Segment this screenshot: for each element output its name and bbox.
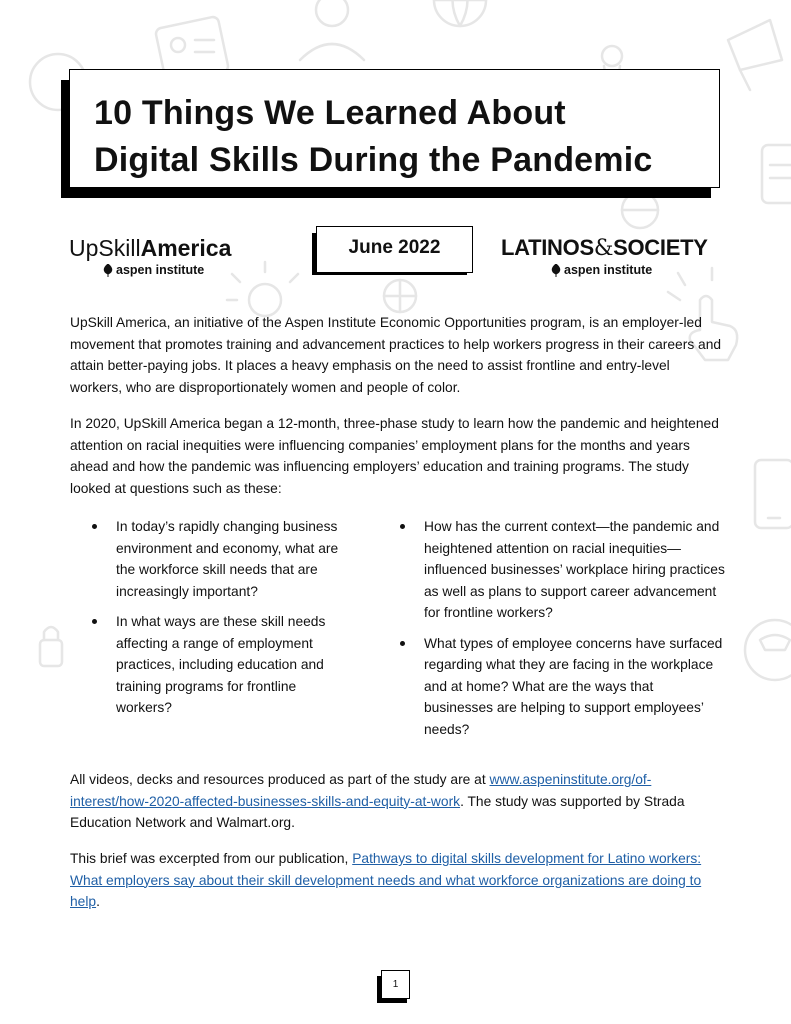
study-resources-link[interactable]: www.aspeninstitute.org/of-interest/how-2020-affected-businesses-skills-and-equity-at-work: [70, 772, 652, 809]
aspen-leaf-icon: [103, 264, 113, 277]
title-line-1: 10 Things We Learned About: [94, 94, 566, 132]
latinos-society-wordmark: LATINOS&SOCIETY: [501, 235, 708, 261]
bullet-icon: [92, 619, 97, 624]
page-title: [94, 90, 652, 184]
upskill-wordmark: UpSkillAmerica: [69, 235, 232, 261]
aspen-institute-tagline: aspen institute: [103, 263, 269, 277]
aspen-institute-tagline-2: aspen institute: [551, 263, 723, 277]
aspen-leaf-icon-2: [551, 264, 561, 277]
bullet-icon: [400, 641, 405, 646]
date-badge: June 2022: [316, 226, 473, 273]
intro-paragraph: UpSkill America, an initiative of the Aspen Institute Economic Opportunities program, is an employer-led movement that promotes training and advancement practices to help workers progress in their careers and attain better-paying jobs. It places a heavy emphasis on the need to assist frontline and entry-level workers, who are disproportionately women and people of color.: [70, 315, 722, 395]
questions-list-right: [400, 516, 725, 749]
bullet-icon: [400, 524, 405, 529]
list-item: How has the current context—the pandemic and heightened attention on racial inequities—influenced businesses’ workplace hiring practices as well as plans to support career advancement for frontline workers?: [400, 516, 725, 624]
publication-paragraph: This brief was excerpted from our publication, Pathways to digital skills development for Latino workers: What employers say about their skill development needs and what workforce organizations are doing to help.: [70, 851, 702, 909]
list-item: In what ways are these skill needs affecting a range of employment practices, including education and training programs for frontline workers?: [92, 611, 352, 719]
questions-list-left: [92, 516, 352, 728]
title-box: [69, 69, 720, 188]
list-item: What types of employee concerns have surfaced regarding what they are facing in the workplace and at home? What are the ways that businesses are helping to support employees’ needs?: [400, 633, 725, 741]
upskill-america-logo: [69, 234, 269, 277]
bullet-icon: [92, 524, 97, 529]
resources-paragraph: All videos, decks and resources produced as part of the study are at www.aspeninstitute.org/of-interest/how-2020-affected-businesses-skills-and-equity-at-work. The study was supported by Strada Education Network and Walmart.org.: [70, 772, 685, 830]
title-line-2: Digital Skills During the Pandemic: [94, 141, 653, 179]
study-paragraph: In 2020, UpSkill America began a 12-month, three-phase study to learn how the pandemic and heightened attention on racial inequities were influencing companies’ employment plans for the months and years ahead and how the pandemic was influencing employers’ education and training programs. The study looked at questions such as these:: [70, 416, 719, 496]
page-number: 1: [381, 970, 410, 999]
publication-link[interactable]: Pathways to digital skills development for Latino workers: What employers say about their skill development needs and what workforce organizations are doing to help: [70, 851, 702, 909]
list-item: In today’s rapidly changing business environment and economy, what are the workforce skill needs that are increasingly important?: [92, 516, 352, 602]
latinos-society-logo: [501, 236, 723, 277]
